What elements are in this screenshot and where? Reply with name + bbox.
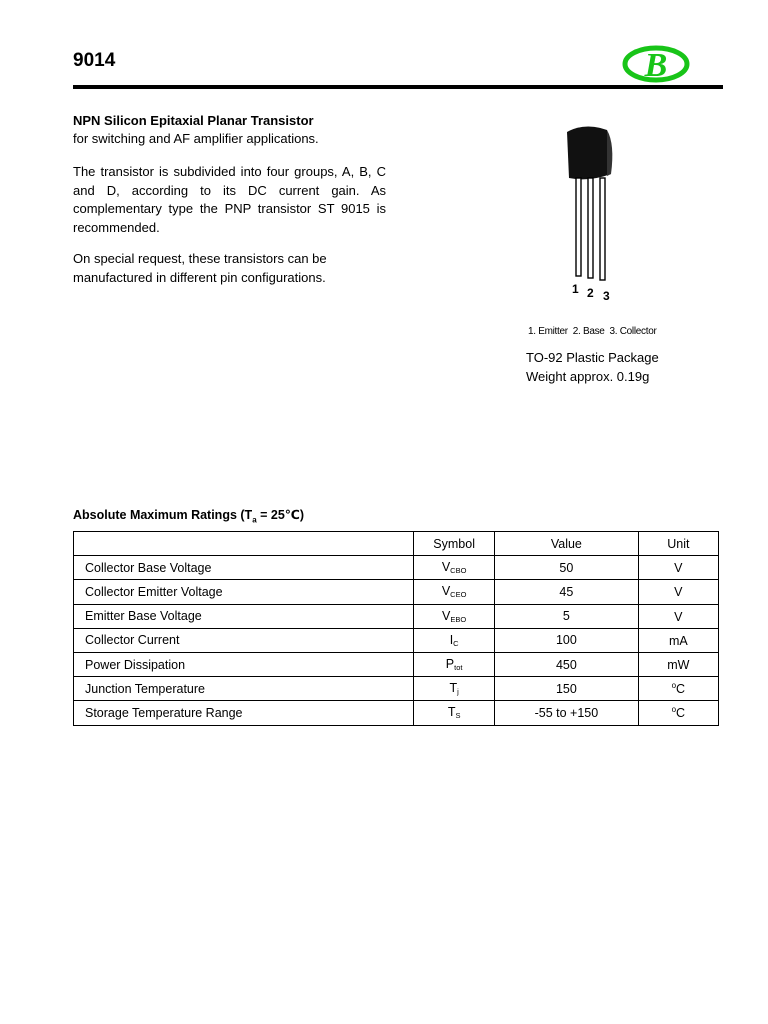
- symbol-subscript: S: [455, 711, 461, 721]
- symbol-letter: P: [445, 657, 455, 672]
- symbol-subscript: C: [453, 638, 459, 648]
- symbol-letter: V: [441, 560, 451, 575]
- special-request-paragraph: On special request, these transistors can be manufactured in different pin configurations.: [73, 251, 327, 285]
- pin-2-number: 2: [587, 286, 594, 300]
- package-side: [607, 130, 612, 176]
- parameter-cell: Collector Emitter Voltage: [74, 580, 414, 604]
- symbol-cell: [414, 556, 495, 580]
- unit-cell: [638, 652, 718, 676]
- unit-cell: [638, 556, 718, 580]
- table-row: [74, 677, 719, 701]
- table-row: [74, 580, 719, 604]
- parameter-cell: Collector Base Voltage: [74, 556, 414, 580]
- symbol-cell: [414, 677, 495, 701]
- ratings-title-sub: a: [252, 515, 257, 525]
- symbol-cell: [414, 604, 495, 628]
- manufacturer-logo: [622, 44, 690, 84]
- symbol-subscript: EBO: [450, 614, 467, 624]
- pin-legend: 1. Emitter 2. Base 3. Collector: [528, 326, 657, 337]
- symbol-subscript: CBO: [450, 566, 467, 576]
- unit-degree: o: [671, 705, 677, 715]
- device-subtitle: for switching and AF amplifier applications.: [73, 131, 319, 146]
- header-parameter: [74, 532, 414, 556]
- unit-cell: [638, 701, 718, 725]
- parameter-cell: Storage Temperature Range: [74, 701, 414, 725]
- value-cell: 450: [495, 652, 639, 676]
- symbol-letter: I: [449, 632, 454, 647]
- ratings-title-end: = 25℃): [256, 508, 305, 522]
- value-cell: 100: [495, 628, 639, 652]
- symbol-letter: T: [449, 681, 458, 696]
- part-number-heading: 9014: [73, 50, 116, 71]
- unit-text: V: [674, 609, 683, 624]
- package-weight: Weight approx. 0.19g: [526, 368, 650, 384]
- unit-cell: [638, 580, 718, 604]
- package-name: TO-92 Plastic Package: [526, 350, 659, 365]
- unit-cell: [638, 604, 718, 628]
- logo-letter: B: [644, 47, 668, 84]
- symbol-letter: V: [442, 608, 451, 623]
- symbol-subscript: CEO: [450, 590, 467, 600]
- to92-package-drawing: [555, 120, 635, 310]
- package-info: [526, 349, 659, 386]
- pin-1-number: 1: [572, 282, 579, 296]
- header-unit: Unit: [638, 532, 718, 556]
- parameter-cell: Junction Temperature: [74, 677, 414, 701]
- unit-cell: [638, 677, 718, 701]
- unit-text: V: [674, 561, 683, 576]
- symbol-subscript: j: [457, 687, 459, 697]
- pin-1-lead: [576, 178, 581, 276]
- table-row: [74, 701, 719, 725]
- unit-text: mA: [668, 633, 688, 648]
- symbol-cell: [414, 580, 495, 604]
- symbol-cell: [414, 701, 495, 725]
- table-row: [74, 556, 719, 580]
- table-row: [74, 604, 719, 628]
- value-cell: 150: [495, 677, 639, 701]
- table-row: [74, 652, 719, 676]
- header-rule: [73, 85, 723, 89]
- device-title: NPN Silicon Epitaxial Planar Transistor: [73, 113, 314, 128]
- absolute-maximum-ratings-table: [73, 531, 719, 726]
- value-cell: 5: [495, 604, 639, 628]
- pin-2-lead: [588, 178, 593, 278]
- unit-degree: o: [671, 681, 677, 691]
- table-header-row: [74, 532, 719, 556]
- symbol-letter: T: [447, 705, 456, 720]
- parameter-cell: Power Dissipation: [74, 652, 414, 676]
- value-cell: 50: [495, 556, 639, 580]
- ratings-title-text: Absolute Maximum Ratings (T: [73, 508, 253, 522]
- description-paragraph: The transistor is subdivided into four groups, A, B, C and D, according to its DC current gain. As complementary type the PNP transistor ST 9015 is recommended.: [73, 164, 386, 235]
- parameter-cell: Emitter Base Voltage: [74, 604, 414, 628]
- parameter-cell: Collector Current: [74, 628, 414, 652]
- unit-cell: [638, 628, 718, 652]
- value-cell: -55 to +150: [495, 701, 639, 725]
- symbol-cell: [414, 628, 495, 652]
- value-cell: 45: [495, 580, 639, 604]
- unit-text: C: [676, 706, 686, 721]
- header-symbol: Symbol: [414, 532, 495, 556]
- package-body: [567, 126, 611, 179]
- table-row: [74, 628, 719, 652]
- symbol-letter: V: [441, 584, 451, 599]
- unit-text: C: [676, 682, 686, 697]
- unit-text: V: [674, 585, 683, 600]
- unit-text: mW: [667, 658, 690, 673]
- symbol-subscript: tot: [454, 663, 463, 673]
- pin-3-lead: [600, 178, 605, 280]
- symbol-cell: [414, 652, 495, 676]
- pin-3-number: 3: [603, 289, 610, 303]
- header-value: Value: [495, 532, 639, 556]
- ratings-title: [73, 507, 304, 525]
